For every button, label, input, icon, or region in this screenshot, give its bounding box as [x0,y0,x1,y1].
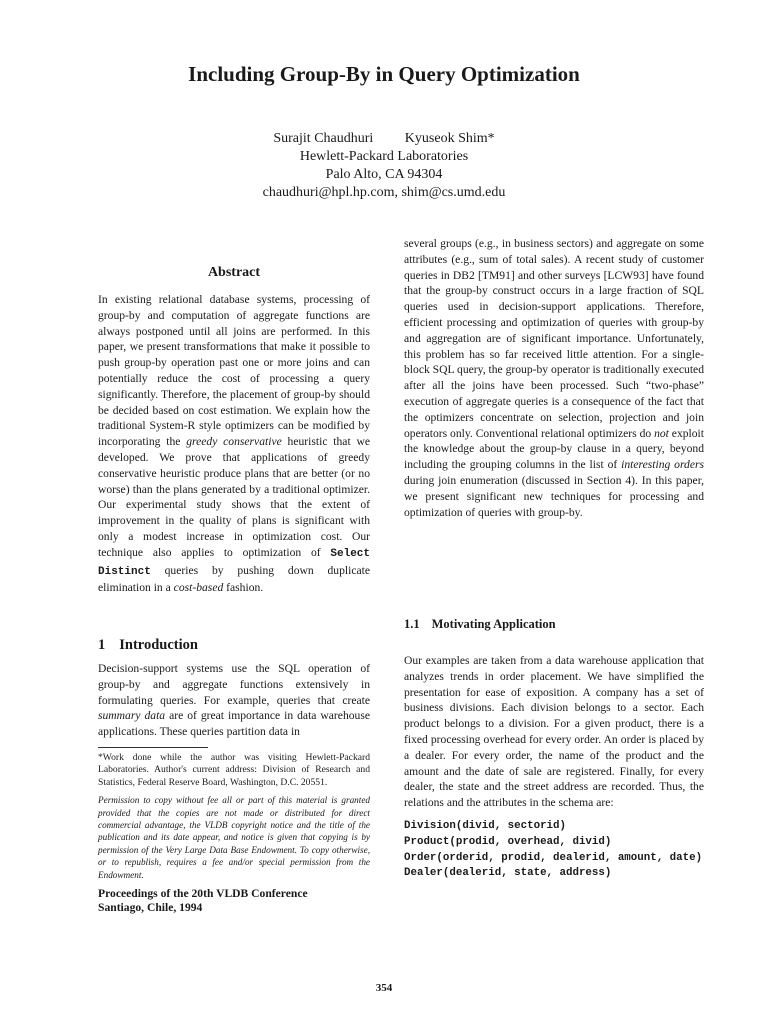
section-title: Introduction [119,637,198,653]
proceedings-line-1: Proceedings of the 20th VLDB Conference [98,887,308,901]
subsection-number: 1.1 [404,617,420,631]
motivating-body [404,653,704,882]
author-location: Palo Alto, CA 94304 [325,167,443,182]
permission-notice: Permission to copy without fee all or part of this material is granted provided that the copies are not made or distributed for direct commercial advantage, the VLDB copyright notice and the title of the publication and its date appear, and notice is given that copying is by permission of the Very Large Data Base Endowment. To copy otherwise, or to republish, requires a fee and/or special permission from the Endowment. [98,795,370,880]
proceedings-line-2: Santiago, Chile, 1994 [98,901,203,915]
abstract-body [98,292,370,596]
author-footnote: *Work done while the author was visiting Hewlett-Packard Laboratories. Author's current address: Division of Research and Statistics, Federal Reserve Board, Washington, D.C. 20551. [98,752,370,788]
schema-order: Order(orderid, prodid, dealerid, amount, date) [404,851,703,864]
abstract-emphasis-greedy: greedy conservative [186,435,282,449]
schema-product: Product(prodid, overhead, divid) [404,835,612,848]
subsection-title: Motivating Application [431,617,556,631]
motivating-paragraph: Our examples are taken from a data warehouse application that analyzes trends in order placement. We have simplified the presentation for ease of exposition. A company has a set of business divisions. Each division belongs to a sector. Each product belongs to a division. For a given product, there is a fixed processing overhead for every order. An order is placed by a dealer. For every order, the name of the product and the amount and the date of sale are registered. Finally, for every dealer, the state and the street address are recorded. Thus, the relations and the attributes in the schema are: [404,654,704,810]
right-column-intro-continued [404,236,704,520]
subsection-heading-motivating [404,617,704,632]
author-name-2: Kyuseok Shim* [404,131,495,146]
paper-title: Including Group-By in Query Optimization [188,62,580,86]
introduction-paragraph: Decision-support systems use the SQL operation of group-by and aggregate functions extensively in formulating queries. For example, queries that create summary data are of great importance in data warehouse applications. These queries partition data in [98,662,370,739]
emphasis-not: not [654,426,669,440]
section-heading-introduction [98,637,370,654]
footnote-block [98,752,370,915]
author-emails: chaudhuri@hpl.hp.com, shim@cs.umd.edu [262,185,506,200]
introduction-body [98,661,370,740]
intro-emphasis-summary-data: summary data [98,709,166,723]
intro-continued-paragraph: several groups (e.g., in business sectors) and aggregate on some attributes (e.g., sum of total sales). A recent study of customer queries in DB2 [TM91] and other surveys [LCW93] have found that the group-by construct occurs in a large fraction of SQL queries used in decision-support applications. Therefore, efficient processing and optimization of queries with group-by and aggregation are of significant importance. Unfortunately, this problem has so far received little attention. For a single-block SQL query, the group-by operator is traditionally executed after all the joins have been processed. Such “two-phase” execution of aggregate queries is a consequence of the fact that the optimizers concentrate on selection, projection and join operators only. Conventional relational optimizers do not exploit the knowledge about the group-by clause in a query, beyond including the grouping columns in the list of interesting orders during join enumeration (discussed in Section 4). In this paper, we present significant new techniques for processing and optimization of queries with group-by. [404,237,705,519]
schema-list [404,819,704,882]
author-name-1: Surajit Chaudhuri [273,131,374,146]
abstract-emphasis-cost-based: cost-based [173,581,224,595]
footnote-rule [98,747,208,748]
author-block [0,130,768,202]
schema-dealer: Dealer(dealerid, state, address) [404,867,612,880]
author-names [0,130,768,148]
page-number: 354 [375,982,393,994]
author-affiliation: Hewlett-Packard Laboratories [299,149,469,164]
abstract-heading: Abstract [207,265,261,280]
abstract-paragraph: In existing relational database systems, processing of group-by and computation of aggregate functions are always postponed until all joins are performed. In this paper, we present transformations that make it possible to push group-by operation past one or more joins and can potentially reduce the cost of processing a query significantly. Therefore, the placement of group-by should be decided based on cost estimation. We explain how the traditional System-R style optimizers can be modified by incorporating the greedy conservative heuristic that we developed. We prove that applications of greedy conservative heuristic produce plans that are better (or no worse) than the plans generated by a traditional optimizer. Our experimental study shows that the extent of improvement in the quality of plans is significant with only a modest increase in optimization cost. Our technique also applies to optimization of Select Distinct queries by pushing down duplicate elimination in a cost-based fashion. [98,293,370,595]
section-number: 1 [98,637,106,653]
abstract-code-select-distinct: Select Distinct [98,547,370,578]
schema-division: Division(divid, sectorid) [404,819,566,832]
emphasis-interesting-orders: interesting orders [621,458,705,472]
